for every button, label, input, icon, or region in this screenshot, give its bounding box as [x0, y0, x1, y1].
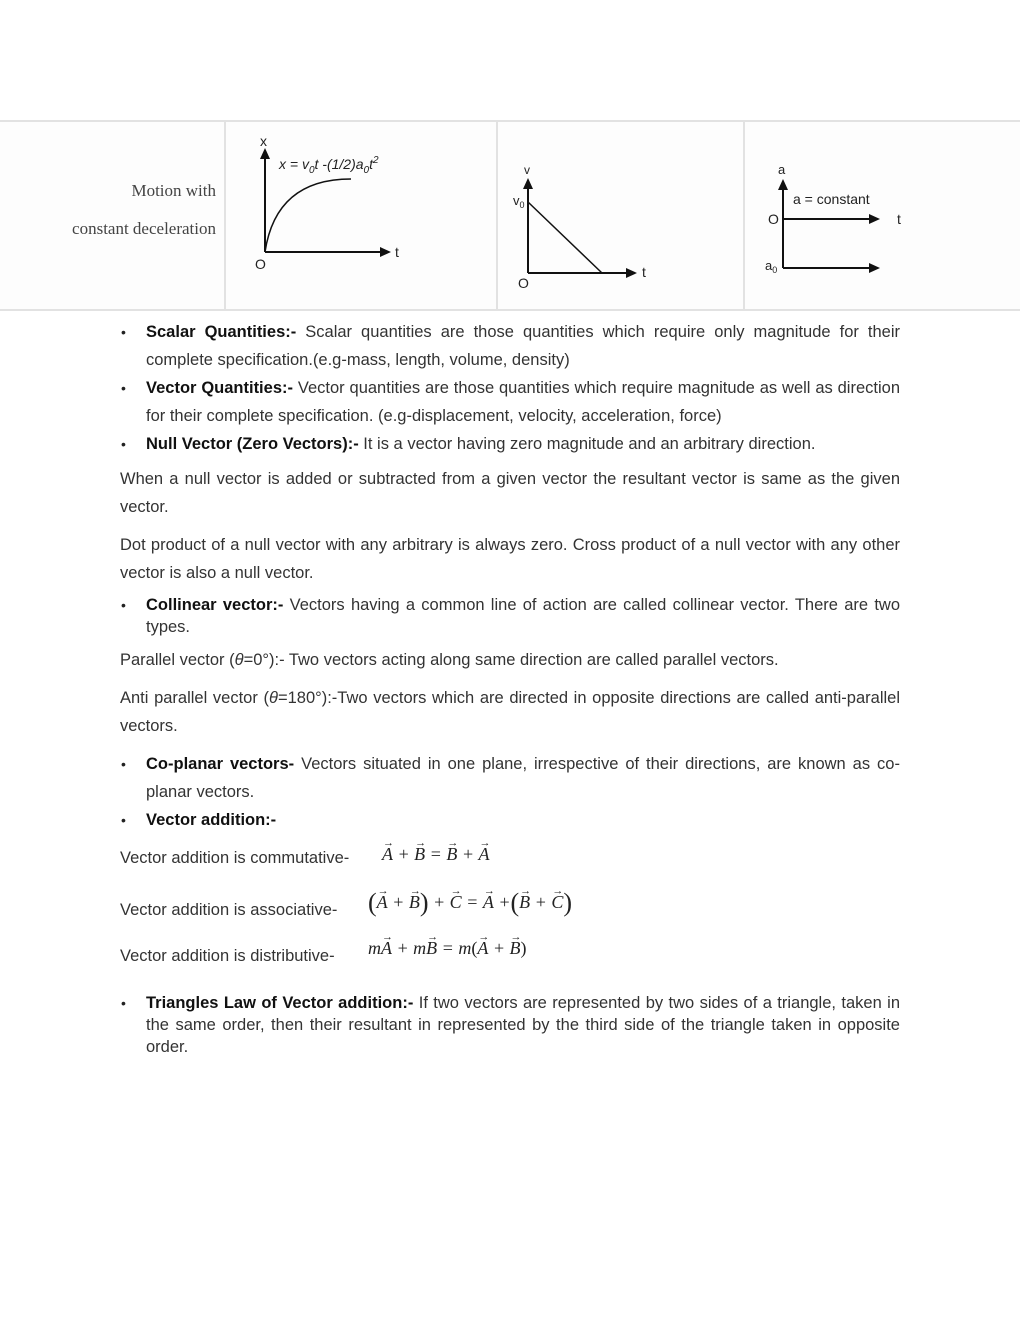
collinear-list [120, 594, 900, 638]
list-item-null-vector: • Null Vector (Zero Vectors):- It is a vector having zero magnitude and an arbitrary direction. [146, 430, 900, 458]
list-item-vector-addition: • Vector addition:- [146, 806, 900, 834]
g3-note: a = constant [793, 191, 870, 207]
g2-y-label: v [524, 163, 530, 177]
motion-table [0, 120, 1020, 311]
triangle-law-list [120, 992, 900, 1058]
list-item-triangle-law: • Triangles Law of Vector addition:- If two vectors are represented by two sides of a triangle, taken in the same order, then their resultant in represented by the third side of the triangle taken in opposite order. [146, 992, 900, 1058]
g1-equation: $x = v_0t$ $-(1/2)a_0t^2$ [279, 155, 379, 176]
list-item-scalar: • Scalar Quantities:- Scalar quantities are those quantities which require only magnitude for their complete specification.(e.g-mass, length, volume, density) [146, 318, 900, 374]
row-label-cell [0, 122, 226, 309]
commutative-label: Vector addition is commutative- [120, 849, 350, 867]
null-vector-para1: When a null vector is added or subtracted from a given vector the resultant vector is same as the given vector. [120, 470, 900, 516]
g1-x-label: t [395, 244, 399, 260]
position-time-graph [226, 122, 496, 309]
vector-addition-laws [120, 834, 900, 964]
main-content [120, 318, 900, 1058]
associative-equation: (A → + B →) + C → = A → +(B → + C →) [368, 888, 572, 917]
position-time-graph-cell [226, 122, 498, 309]
null-vector-para2: Dot product of a null vector with any arbitrary is always zero. Cross product of a null vector with any other vector is also a null vector. [120, 536, 900, 582]
list-item-coplanar: • Co-planar vectors- Vectors situated in one plane, irrespective of their directions, are known as co-planar vectors. [146, 750, 900, 806]
velocity-time-graph-cell [498, 122, 745, 309]
list-item-vector: • Vector Quantities:- Vector quantities are those quantities which require magnitude as well as direction for their complete specification. (e.g-displacement, velocity, acceleration, force) [146, 374, 900, 430]
velocity-time-graph [498, 122, 743, 309]
commutative-equation: A → + B → = B → + A → [382, 840, 489, 868]
associative-label: Vector addition is associative- [120, 901, 338, 919]
g3-y-label: a [778, 162, 786, 177]
coplanar-list [120, 750, 900, 834]
row-label-line2: constant deceleration [72, 219, 216, 238]
g2-x-label: t [642, 264, 646, 280]
g3-origin: O [768, 211, 779, 227]
distributive-label: Vector addition is distributive- [120, 947, 335, 965]
row-label-line1: Motion with [131, 181, 216, 200]
g3-x-label: t [897, 211, 901, 227]
g1-origin: O [255, 256, 266, 272]
list-item-collinear: • Collinear vector:- Vectors having a common line of action are called collinear vector. There are two types. [146, 594, 900, 638]
quantities-list [120, 318, 900, 458]
g2-v0-label: $v_0$ [513, 193, 525, 210]
g1-y-label: x [260, 133, 267, 149]
g2-origin: O [518, 275, 529, 291]
acceleration-time-graph [745, 122, 1020, 309]
g3-a0-label: $a_0$ [765, 258, 778, 275]
anti-parallel-vector-para: Anti parallel vector (θ=180°):-Two vectors which are directed in opposite directions are called anti-parallel vectors. [120, 689, 901, 735]
acceleration-time-graph-cell [745, 122, 1020, 309]
parallel-vector-para: Parallel vector (θ=0°):- Two vectors acting along same direction are called parallel vectors. [120, 651, 779, 669]
distributive-equation: mA → + mB → = m(A → + B →) [368, 934, 526, 962]
